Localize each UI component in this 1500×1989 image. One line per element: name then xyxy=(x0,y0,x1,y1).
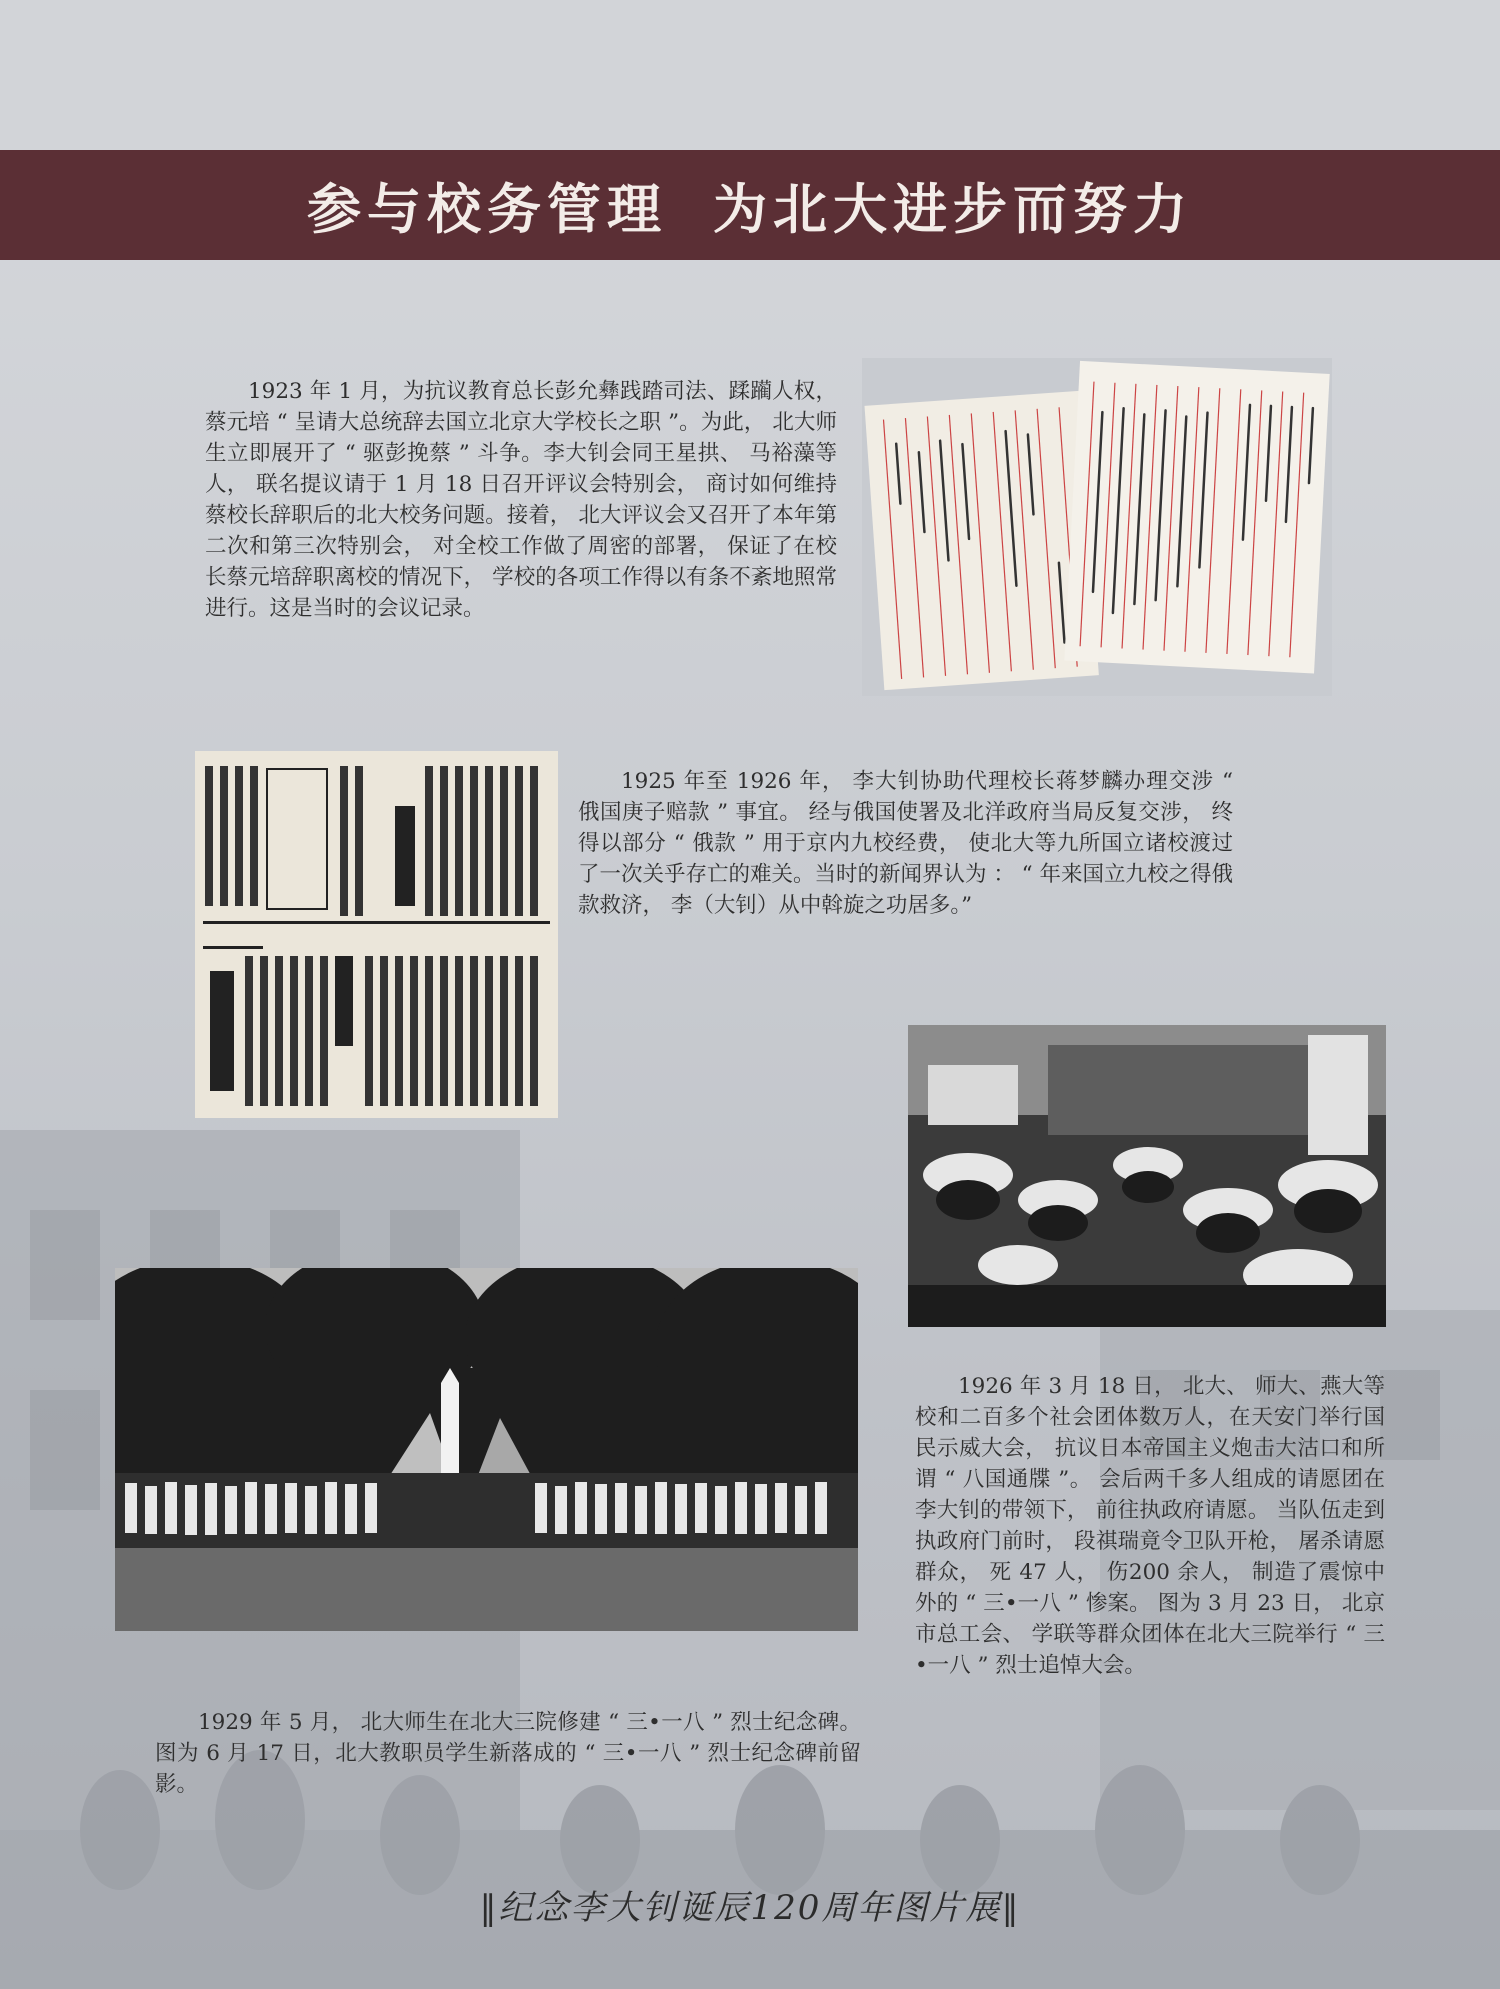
meeting-records-photo xyxy=(862,358,1332,696)
title-banner xyxy=(0,150,1500,260)
top-band xyxy=(0,0,1500,150)
page-title-part2: 为北大进步而努力 xyxy=(713,176,1193,241)
memorial-group-photo xyxy=(115,1268,858,1631)
newspaper-clipping-photo xyxy=(195,751,558,1118)
page-title-part1: 参与校务管理 xyxy=(307,176,667,241)
page-title xyxy=(307,167,1193,244)
paragraph-1926: 1926 年 3 月 18 日， 北大、 师大、燕大等校和二百多个社会团体数万人，在天安门举行国民示威大会， 抗议日本帝国主义炮击大沽口和所谓 “ 八国通牒 ”。 会后两千多人组成的请愿团在李大钊的带领下， 前往执政府请愿。 当队伍走到执政府门前时， 段祺瑞竟令卫队开枪， 屠杀请愿群众， 死 47 人， 伤200 余人， 制造了震惊中外的 “ 三•一八 ” 惨案。 图为 3 月 23 日， 北京市总工会、 学联等群众团体在北大三院举行 “ 三•一八 ” 烈士追悼大会。 xyxy=(915,1373,1385,1678)
paragraph-1925: 1925 年至 1926 年， 李大钊协助代理校长蒋梦麟办理交涉 “ 俄国庚子赔款 ” 事宜。 经与俄国使署及北洋政府当局反复交涉， 终得以部分 “ 俄款 ” 用于京内九校经费， 使北大等九所国立诸校渡过了一次关乎存亡的难关。当时的新闻界认为 ： “ 年来国立九校之得俄款救济， 李（大钊）从中斡旋之功居多。” xyxy=(578,768,1233,918)
paragraph-1929: 1929 年 5 月， 北大师生在北大三院修建 “ 三•一八 ” 烈士纪念碑。图为 6 月 17 日，北大教职员学生新落成的 “ 三•一八 ” 烈士纪念碑前留影。 xyxy=(155,1709,861,1797)
exhibition-footer: ‖纪念李大钊诞辰120周年图片展‖ xyxy=(479,1888,1021,1928)
memorial-rally-photo xyxy=(908,1025,1386,1327)
paragraph-1923: 1923 年 1 月，为抗议教育总长彭允彝践踏司法、蹂躏人权， 蔡元培 “ 呈请大总统辞去国立北京大学校长之职 ”。为此， 北大师生立即展开了 “ 驱彭挽蔡 ” 斗争。李大钊会同王星拱、 马裕藻等人， 联名提议请于 1 月 18 日召开评议会特别会， 商讨如何维持蔡校长辞职后的北大校务问题。接着， 北大评议会又召开了本年第二次和第三次特别会， 对全校工作做了周密的部署， 保证了在校长蔡元培辞职离校的情况下， 学校的各项工作得以有条不紊地照常进行。这是当时的会议记录。 xyxy=(205,378,837,621)
